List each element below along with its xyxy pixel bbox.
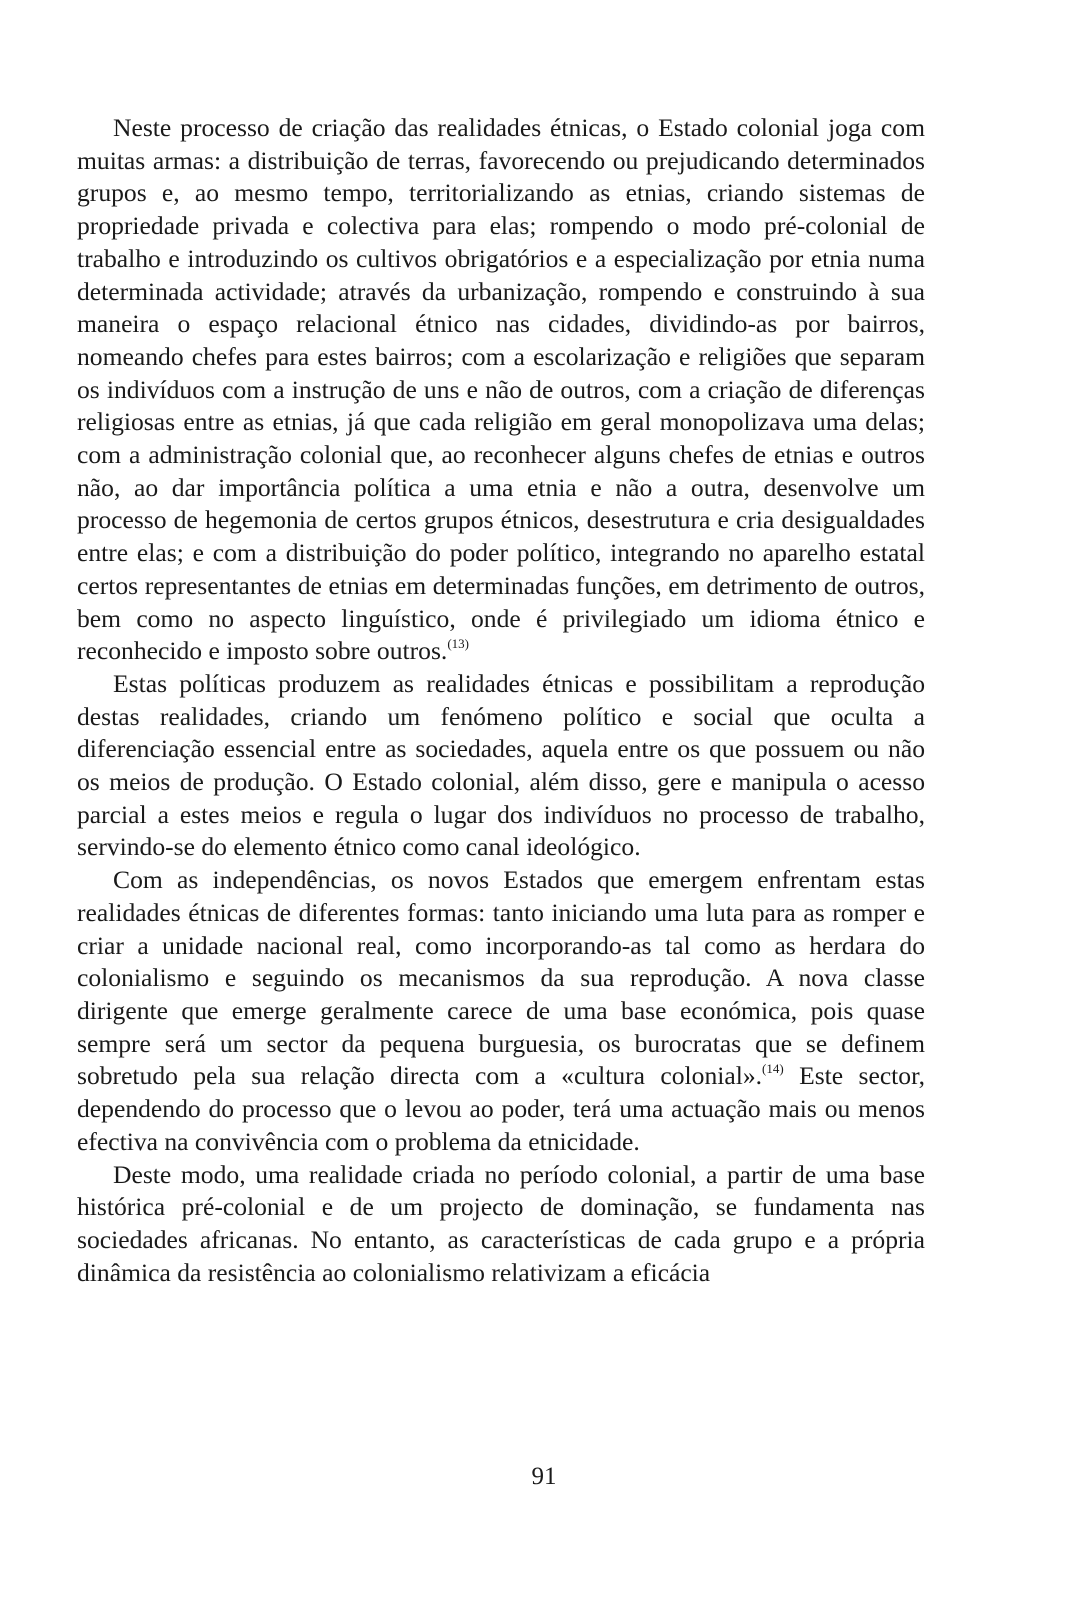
paragraph-4-text: Deste modo, uma realidade criada no período colonial, a partir de uma base histórica pré-colonial e de um projecto de dominação, se fundamenta nas sociedades africanas. No entanto, as características de cada grupo e a própria dinâmica da resistência ao colonialismo relativizam a eficácia bbox=[77, 1159, 925, 1287]
paragraph-3-text-before: Com as independências, os novos Estados que emergem enfrentam estas realidades étnicas de diferentes formas: tanto iniciando uma luta para as romper e criar a unidade nacional real, como incorporando-as tal como as herdara do colonialismo e seguindo os mecanismos da sua reprodução. A nova classe dirigente que emerge geralmente carece de uma base económica, pois quase sempre será um sector da pequena burguesia, os burocratas que se definem sobretudo pela sua relação directa com a «cultura colonial». bbox=[77, 865, 925, 1091]
page-body bbox=[77, 112, 925, 1289]
paragraph-1 bbox=[77, 112, 925, 668]
paragraph-3-text-after: Este sector, dependendo do processo que o levou ao poder, terá uma actuação mais ou menos efectiva na convivência com o problema da etnicidade. bbox=[77, 1061, 925, 1156]
footnote-ref-13: (13) bbox=[447, 636, 469, 652]
paragraph-1-text: Neste processo de criação das realidades étnicas, o Estado colonial joga com muitas armas: a distribuição de terras, favorecendo ou prejudicando determinados grupos e, ao mesmo tempo, territorializando as etnias, criando sistemas de propriedade privada e colectiva para elas; rompendo o modo pré-colonial de trabalho e introduzindo os cultivos obrigatórios e a especialização por etnia numa determinada actividade; através da urbanização, rompendo e construindo à sua maneira o espaço relacional étnico nas cidades, dividindo-as por bairros, nomeando chefes para estes bairros; com a escolarização e religiões que separam os indivíduos com a instrução de uns e não de outros, com a criação de diferenças religiosas entre as etnias, já que cada religião em geral monopolizava uma delas; com a administração colonial que, ao reconhecer alguns chefes de etnias e outros não, ao dar importância política a uma etnia e não a outra, desenvolve um processo de hegemonia de certos grupos étnicos, desestrutura e cria desigualdades entre elas; e com a distribuição do poder político, integrando no aparelho estatal certos representantes de etnias em determinadas funções, em detrimento de outros, bem como no aspecto linguístico, onde é privilegiado um idioma étnico e reconhecido e imposto sobre outros. bbox=[77, 113, 925, 666]
paragraph-3 bbox=[77, 864, 925, 1158]
footnote-ref-14: (14) bbox=[762, 1061, 784, 1077]
page-number: 91 bbox=[531, 1463, 557, 1490]
paragraph-2-text: Estas políticas produzem as realidades étnicas e possibilitam a reprodução destas realidades, criando um fenómeno político e social que oculta a diferenciação essencial entre as sociedades, aquela entre os que possuem ou não os meios de produção. O Estado colonial, além disso, gere e manipula o acesso parcial a estes meios e regula o lugar dos indivíduos no processo de trabalho, servindo-se do elemento étnico como canal ideológico. bbox=[77, 668, 925, 862]
paragraph-2 bbox=[77, 668, 925, 864]
paragraph-4 bbox=[77, 1159, 925, 1290]
